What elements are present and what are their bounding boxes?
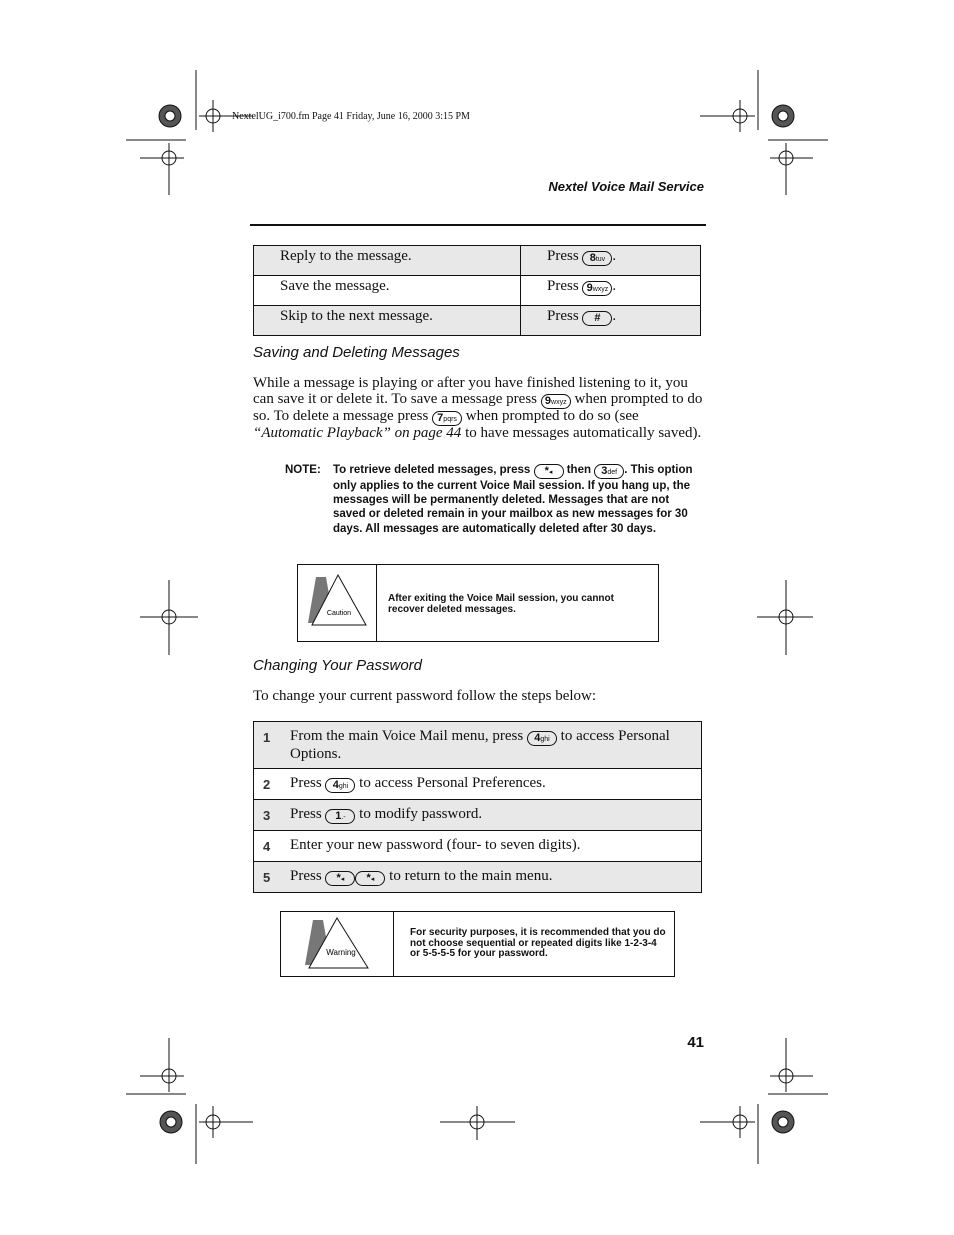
caution-callout [297,564,659,642]
table-row [254,722,702,769]
key-star-icon: *◂ [355,871,385,886]
password-intro: To change your current password follow the steps below: [253,688,597,704]
saving-paragraph: While a message is playing or after you have finished listening to it, you can save it or delete it. To save a message press 9wxyz when prompted to do so. To delete a message press 7pqrs when prompted to do so (see “Automatic Playback” on page 44 to have messages automatically saved). [253,375,703,441]
step-text: Press 1.- to modify password. [277,800,702,831]
table-row [254,831,702,862]
action-cell: Skip to the next message. [254,306,521,336]
key-8-icon: 8tuv [582,251,612,266]
note-block [285,463,703,536]
step-text: Press 4ghi to access Personal Preferences. [277,769,702,800]
step-number: 2 [254,769,278,800]
table-row [254,862,702,893]
key-7-icon: 7pqrs [432,411,462,426]
page-number: 41 [687,1034,704,1051]
step-number: 5 [254,862,278,893]
key-star-icon: *◂ [534,464,564,479]
note-label: NOTE: [285,464,321,476]
step-number: 3 [254,800,278,831]
table-row [254,246,701,276]
warning-callout [280,911,675,977]
key-4-icon: 4ghi [325,778,355,793]
action-cell: Save the message. [254,276,521,306]
message-keys-table [253,245,701,336]
step-number: 1 [254,722,278,769]
password-steps-table [253,721,702,893]
password-heading: Changing Your Password [253,657,422,674]
warning-icon [305,917,371,971]
press-cell: Press 9wxyz . [521,276,701,306]
table-row [254,306,701,336]
svg-text:Warning: Warning [326,948,356,957]
key-9-icon: 9wxyz [582,281,612,296]
table-row [254,769,702,800]
warning-text: For security purposes, it is recommended that you do not choose sequential or repeated digits like 1-2-3-4 or 5-5-5-5 for your password. [410,927,666,960]
key-3-icon: 3def [594,464,624,479]
file-info: NextelUG_i700.fm Page 41 Friday, June 16, 2000 3:15 PM [232,111,470,122]
table-row [254,800,702,831]
caution-icon [308,573,374,631]
key-1-icon: 1.- [325,809,355,824]
step-number: 4 [254,831,278,862]
action-cell: Reply to the message. [254,246,521,276]
key-4-icon: 4ghi [527,731,557,746]
step-text: Press *◂ *◂ to return to the main menu. [277,862,702,893]
key-star-icon: *◂ [325,871,355,886]
cross-reference-link[interactable]: “Automatic Playback” on page 44 [253,424,462,441]
header-rule [250,224,706,226]
press-cell: Press # . [521,306,701,336]
key-pound-icon: # [582,311,612,326]
caution-text: After exiting the Voice Mail session, you cannot recover deleted messages. [388,593,614,615]
step-text: From the main Voice Mail menu, press 4ghi to access Personal Options. [277,722,702,769]
running-head: Nextel Voice Mail Service [548,179,704,194]
saving-heading: Saving and Deleting Messages [253,344,460,361]
callout-divider [376,565,377,641]
table-row [254,276,701,306]
key-9-icon: 9wxyz [541,394,571,409]
press-cell: Press 8tuv . [521,246,701,276]
svg-text:Caution: Caution [326,610,352,617]
callout-divider [393,912,394,976]
note-text: To retrieve deleted messages, press *◂ then 3def . This option only applies to the current Voice Mail session. If you hang up, the messages will be permanently deleted. Messages that are not saved or deleted remain in your mailbox as new messages for 30 days. All messages are automatically deleted after 30 days. [333,464,693,535]
step-text: Enter your new password (four- to seven digits). [277,831,702,862]
